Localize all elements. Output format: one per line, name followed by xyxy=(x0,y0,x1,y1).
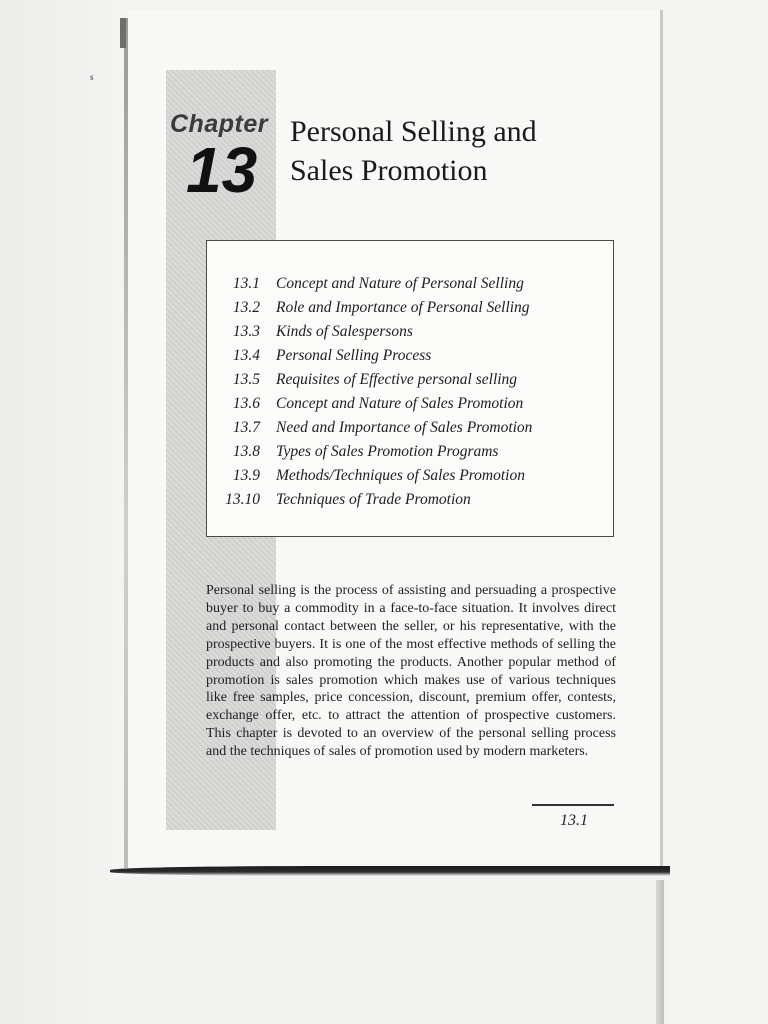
contents-item-title: Need and Importance of Sales Promotion xyxy=(276,419,533,436)
contents-item-title: Methods/Techniques of Sales Promotion xyxy=(276,467,525,484)
contents-item xyxy=(206,272,612,296)
book-spine xyxy=(124,18,128,868)
contents-item-number: 13.3 xyxy=(232,323,260,340)
contents-item xyxy=(206,416,612,440)
contents-item-title: Concept and Nature of Sales Promotion xyxy=(276,395,524,412)
contents-item-number: 13.2 xyxy=(232,299,260,316)
contents-item-title: Techniques of Trade Promotion xyxy=(276,491,471,508)
chapter-number: 13 xyxy=(186,134,258,206)
chapter-title-line2: Sales Promotion xyxy=(290,154,488,187)
spine-shadow xyxy=(120,18,126,48)
scan-background-bottom xyxy=(110,878,670,1024)
chapter-contents-list xyxy=(206,272,612,512)
contents-item xyxy=(206,392,612,416)
contents-item xyxy=(206,440,612,464)
contents-item xyxy=(206,368,612,392)
contents-item-title: Types of Sales Promotion Programs xyxy=(276,443,499,460)
footer-rule xyxy=(532,804,614,806)
contents-item-number: 13.9 xyxy=(232,467,260,484)
contents-item-number: 13.4 xyxy=(232,347,260,364)
chapter-title-line1: Personal Selling and xyxy=(290,115,537,148)
contents-item xyxy=(206,344,612,368)
page-right-edge xyxy=(660,10,663,872)
margin-mark: s xyxy=(90,72,94,82)
contents-item-number: 13.6 xyxy=(232,395,260,412)
contents-item-title: Requisites of Effective personal selling xyxy=(276,371,518,388)
contents-item-number: 13.7 xyxy=(232,419,260,436)
contents-item xyxy=(206,488,612,512)
contents-item-title: Concept and Nature of Personal Selling xyxy=(276,275,524,292)
contents-item-number: 13.10 xyxy=(225,491,260,508)
contents-item-title: Personal Selling Process xyxy=(276,347,432,364)
contents-item xyxy=(206,464,612,488)
page-number: 13.1 xyxy=(560,812,588,829)
intro-paragraph: Personal selling is the process of assisting and persuading a prospective buyer to buy a commodity in a face-to-face situation. It involves direct and personal contact between the seller, or his representative, with the prospective buyers. It is one of the most effective methods of selling the products and also promoting the products. Another popular method of promotion is sales promotion which makes use of various techniques like free samples, price concession, discount, premium offer, contests, exchange offer, etc. to attract the attention of prospective customers. This chapter is devoted to an overview of the personal selling process and the techniques of sales of promotion used by modern marketers. xyxy=(206,583,616,760)
scan-background-left xyxy=(0,0,112,1024)
contents-item-number: 13.5 xyxy=(232,371,260,388)
page-bottom-edge xyxy=(110,866,670,876)
contents-item-number: 13.8 xyxy=(232,443,260,460)
contents-item xyxy=(206,320,612,344)
contents-item xyxy=(206,296,612,320)
contents-item-title: Kinds of Salespersons xyxy=(276,323,413,340)
next-page-edge xyxy=(656,880,664,1024)
contents-item-number: 13.1 xyxy=(232,275,260,292)
contents-item-title: Role and Importance of Personal Selling xyxy=(276,299,530,316)
chapter-label: Chapter xyxy=(170,110,268,138)
chapter-title xyxy=(290,112,620,190)
